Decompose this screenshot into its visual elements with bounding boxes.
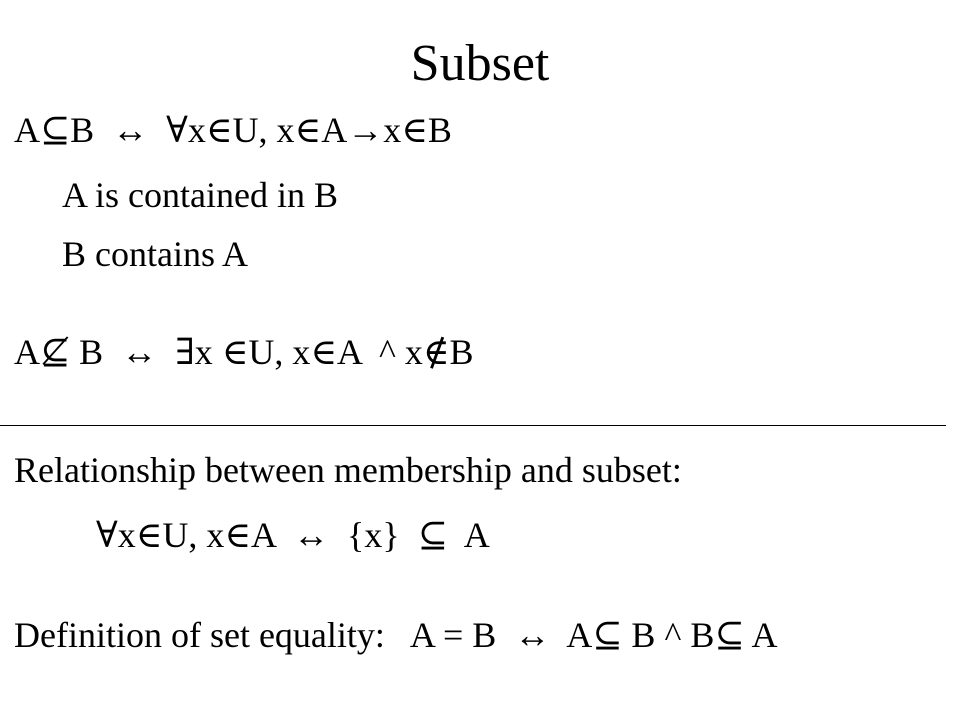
subset-phrase-contains: B contains A [62, 234, 248, 274]
subset-phrase-contained: A is contained in B [62, 175, 338, 215]
relationship-heading: Relationship between membership and subset: [14, 450, 682, 490]
not-subset-definition-formula: A⊈ B ↔ ∃x ∈U, x∈A ^ x∉B [14, 332, 474, 372]
subset-definition-formula: A⊆B ↔ ∀x∈U, x∈A→x∈B [14, 110, 452, 150]
set-equality-definition: Definition of set equality: A = B ↔ A⊆ B ^ B⊆ A [14, 615, 778, 655]
slide-title: Subset [410, 35, 550, 92]
relationship-formula: ∀x∈U, x∈A ↔ {x} ⊆ A [96, 515, 490, 555]
section-divider [0, 425, 946, 426]
